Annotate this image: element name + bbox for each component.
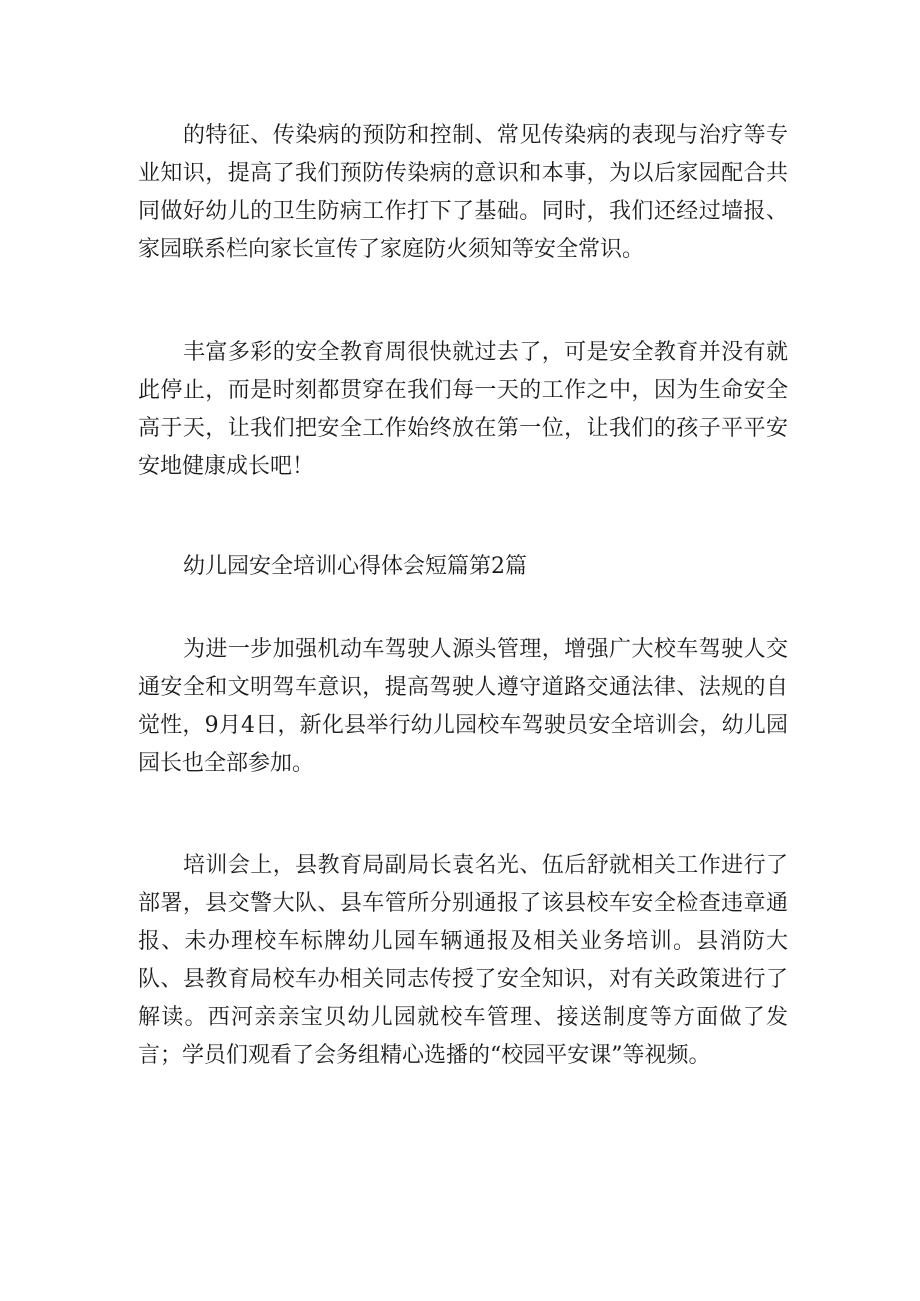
paragraph-driver-training-intro: 为进一步加强机动车驾驶人源头管理，增强广大校车驾驶人交通安全和文明驾车意识，提高驾驶人遵守道路交通法律、法规的自觉性，9月4日，新化县举行幼儿园校车驾驶员安全培训会，幼儿园园长也全部参加。: [138, 637, 788, 776]
paragraph-disease-knowledge: 的特征、传染病的预防和控制、常见传染病的表现与治疗等专业知识，提高了我们预防传染病的意识和本事，为以后家园配合共同做好幼儿的卫生防病工作打下了基础。同时，我们还经过墙报、家园联系栏向家长宣传了家庭防火须知等安全常识。: [138, 123, 788, 262]
paragraph-training-meeting-details: 培训会上，县教育局副局长袁名光、伍后舒就相关工作进行了部署，县交警大队、县车管所分别通报了该县校车安全检查违章通报、未办理校车标牌幼儿园车辆通报及相关业务培训。县消防大队、县教育局校车办相关同志传授了安全知识，对有关政策进行了解读。西河亲亲宝贝幼儿园就校车管理、接送制度等方面做了发言；学员们观看了会务组精心选播的“校园平安课”等视频。: [138, 853, 788, 1068]
section-heading: 幼儿园安全培训心得体会短篇第2篇: [183, 554, 527, 579]
paragraph-safety-week-summary: 丰富多彩的安全教育周很快就过去了，可是安全教育并没有就此停止，而是时刻都贯穿在我们每一天的工作之中，因为生命安全高于天，让我们把安全工作始终放在第一位，让我们的孩子平平安安地健康成长吧！: [138, 340, 788, 479]
